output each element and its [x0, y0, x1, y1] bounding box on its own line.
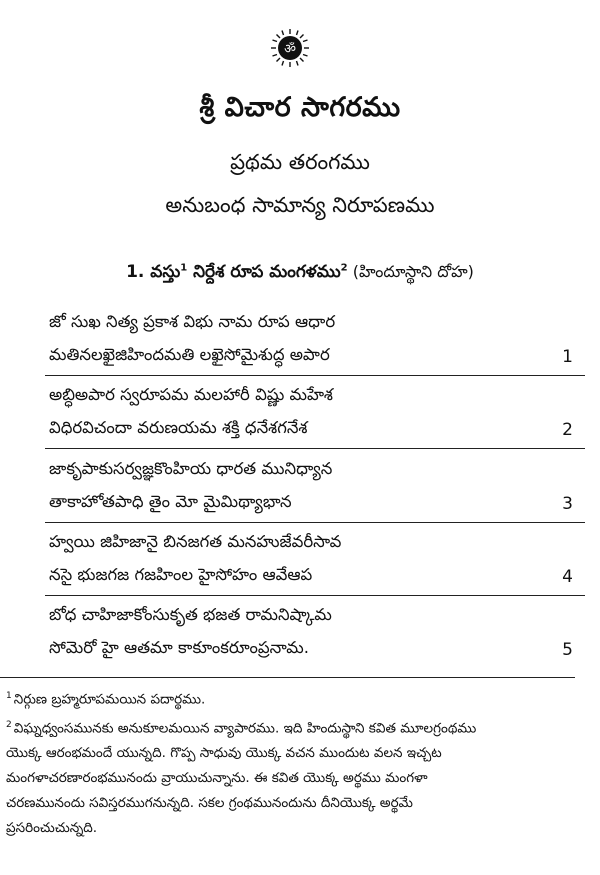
footnote-text: మంగళాచరణారంభమునందు వ్రాయుచున్నాను. ఈ కవిత యొక్క అర్థము మంగళా [6, 770, 428, 786]
footnote-mark: 2 [6, 719, 12, 730]
footnote-ref-1: 1 [180, 262, 188, 274]
chapter-topic: అనుబంధ సామాన్య నిరూపణము [165, 193, 435, 217]
stanza-line: హ్వయి జిహిజానై బినజగత మనహుజేవరీసావ [49, 532, 342, 551]
om-emblem-icon [270, 28, 310, 68]
stanza [45, 598, 585, 668]
footnote-divider [0, 677, 575, 678]
stanza [45, 525, 585, 596]
footnote-text: నిర్గుణ బ్రహ్మరూపమయిన పదార్థము. [13, 691, 206, 708]
footnote-continuation [0, 741, 580, 766]
stanza [45, 452, 585, 523]
stanza-number: 4 [562, 567, 573, 587]
stanza-line: నసై భుజగజ గజహింల హైసోహం ఆవేఆప [49, 565, 313, 584]
footnote [0, 713, 580, 742]
stanza-line: బోధ చాహిజాకోంసుకృత భజత రామనిష్కామ [49, 605, 332, 624]
stanza [45, 378, 585, 449]
stanza-line: అబ్ధిఅపార స్వరూపమ మలహారీ విష్ణు మహేశ [49, 385, 333, 404]
chapter-subtitle: ప్రథమ తరంగము [230, 150, 370, 174]
stanza-number: 3 [562, 494, 573, 514]
page-title: శ్రీ విచార సాగరము [199, 92, 401, 123]
footnote-continuation [0, 816, 580, 841]
stanza-number: 5 [562, 640, 573, 660]
footnote [0, 684, 580, 713]
footnote-mark: 1 [6, 691, 12, 701]
footnote-text: విఘ్నధ్వంసమునకు అనుకూలమయిన వ్యాపారము. ఇది హిందుస్థాని కవిత మూలగ్రంథము [13, 720, 477, 736]
svg-text:ॐ: ॐ [284, 42, 296, 57]
stanza-line: విధిరవిచందా వరుణయమ శక్తి ధనేశగనేశ [49, 418, 308, 437]
stanza-line: మతినలఖైజిహిందమతి లఖైసోమైశుద్ధ అపార [49, 345, 330, 364]
section-heading [0, 262, 600, 286]
footnotes [0, 684, 580, 841]
footnote-text: చరణమునందు సవిస్తరముగనున్నది. సకల గ్రంథమునందును దీనియొక్క అర్థమే [6, 795, 413, 811]
section-title-part2: నిర్దేశ రూప మంగళము [187, 262, 341, 282]
stanza-number: 1 [562, 347, 573, 367]
stanza-line: సోమెరో హై ఆతమా కాకూంకరూంప్రనామ. [49, 638, 309, 657]
stanza [45, 305, 585, 376]
stanza-number: 2 [562, 420, 573, 440]
section-title-part1: 1. వస్తు [126, 262, 181, 282]
section-note: (హిందూస్థాని దోహ) [347, 262, 474, 281]
stanza-line: జో సుఖ నిత్య ప్రకాశ విభు నామ రూప ఆధార [49, 312, 336, 331]
stanza-line: జాకృపాకుసర్వజ్ఞకొంహియ ధారత మునిధ్యాన [49, 459, 333, 478]
footnote-continuation [0, 791, 580, 816]
footnote-text: యొక్క ఆరంభమందే యున్నది. గొప్ప సాధువు యొక్క వచన ముందుట వలన ఇచ్చట [6, 745, 442, 761]
footnote-ref-2: 2 [340, 262, 348, 274]
stanza-line: తాకాహోతపాధి తైం మో మైమిథ్యాభాన [49, 492, 292, 511]
footnote-text: ప్రసరించుచున్నది. [6, 820, 98, 836]
footnote-continuation [0, 766, 580, 791]
